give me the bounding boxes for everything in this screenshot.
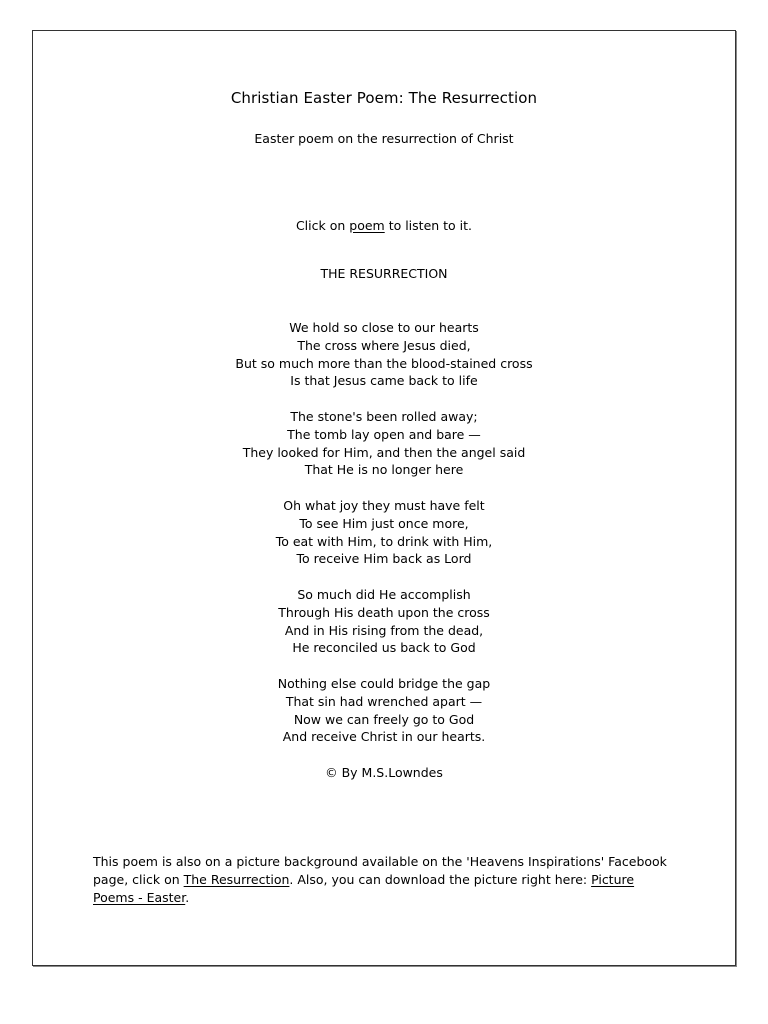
- footer-text: This poem is also on a picture background available on the 'Heavens Inspirations' Facebook page, click on: [93, 854, 667, 887]
- resurrection-facebook-link[interactable]: The Resurrection: [183, 872, 290, 887]
- poem-stanza: [33, 497, 735, 568]
- page-title: Christian Easter Poem: The Resurrection: [230, 89, 538, 107]
- document-page: [32, 30, 736, 966]
- poem-line: To see Him just once more,: [299, 515, 469, 531]
- poem-line: And receive Christ in our hearts.: [282, 729, 486, 745]
- poem-line: Nothing else could bridge the gap: [277, 675, 491, 691]
- poem-line: To eat with Him, to drink with Him,: [275, 533, 493, 549]
- poem-body: [33, 319, 735, 764]
- poem-line: The stone's been rolled away;: [290, 408, 478, 424]
- poem-stanza: [33, 586, 735, 657]
- poem-line: To receive Him back as Lord: [296, 551, 472, 567]
- poem-stanza: [33, 675, 735, 746]
- poem-line: The tomb lay open and bare —: [287, 426, 481, 442]
- poem-line: They looked for Him, and then the angel said: [242, 444, 526, 460]
- picture-poems-download-link[interactable]: Picture Poems - Easter: [93, 872, 635, 905]
- poem-line: The cross where Jesus died,: [297, 337, 471, 353]
- poem-line: Now we can freely go to God: [293, 711, 475, 727]
- poem-stanza: [33, 319, 735, 390]
- listen-text-before: Click on: [295, 218, 350, 233]
- poem-line: We hold so close to our hearts: [289, 320, 479, 335]
- poem-line: So much did He accomplish: [297, 586, 471, 602]
- poem-heading: THE RESURRECTION: [320, 266, 448, 281]
- poem-line: And in His rising from the dead,: [284, 622, 484, 638]
- poem-line: He reconciled us back to God: [292, 640, 476, 656]
- listen-instruction: [33, 218, 735, 233]
- poem-stanza: [33, 408, 735, 479]
- poem-line: Is that Jesus came back to life: [290, 373, 478, 389]
- page-subtitle: Easter poem on the resurrection of Christ: [254, 131, 514, 146]
- footer-note: [93, 853, 677, 907]
- listen-text-after: to listen to it.: [384, 218, 473, 233]
- poem-line: But so much more than the blood-stained cross: [235, 355, 533, 371]
- poem-line: Through His death upon the cross: [278, 604, 490, 620]
- footer-text: .: [185, 890, 190, 905]
- poem-line: Oh what joy they must have felt: [283, 497, 485, 513]
- footer-text: . Also, you can download the picture right here:: [289, 872, 592, 887]
- poem-line: That sin had wrenched apart —: [285, 693, 483, 709]
- copyright-notice: © By M.S.Lowndes: [325, 765, 443, 780]
- poem-audio-link[interactable]: poem: [349, 218, 385, 233]
- poem-line: That He is no longer here: [304, 462, 464, 478]
